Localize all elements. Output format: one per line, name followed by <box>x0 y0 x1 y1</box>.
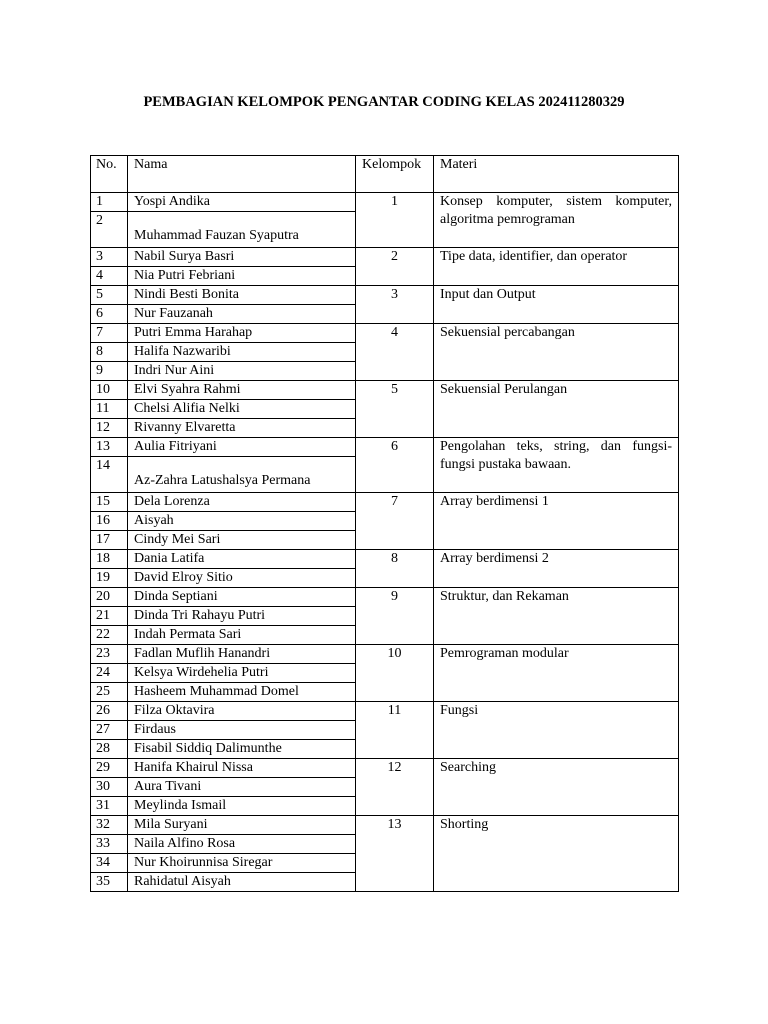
row-number: 7 <box>91 324 128 343</box>
row-number: 29 <box>91 759 128 778</box>
member-name: Meylinda Ismail <box>128 797 356 816</box>
table-row <box>91 193 679 212</box>
group-materi: Struktur, dan Rekaman <box>434 588 679 645</box>
row-number: 17 <box>91 531 128 550</box>
group-number: 4 <box>356 324 434 381</box>
member-name: Firdaus <box>128 721 356 740</box>
member-name: Cindy Mei Sari <box>128 531 356 550</box>
member-name: Halifa Nazwaribi <box>128 343 356 362</box>
member-name: Kelsya Wirdehelia Putri <box>128 664 356 683</box>
row-number: 18 <box>91 550 128 569</box>
member-name: Rahidatul Aisyah <box>128 873 356 892</box>
member-name: Nur Fauzanah <box>128 305 356 324</box>
member-name: Az-Zahra Latushalsya Permana <box>128 457 356 493</box>
row-number: 5 <box>91 286 128 305</box>
row-number: 33 <box>91 835 128 854</box>
row-number: 19 <box>91 569 128 588</box>
member-name: Yospi Andika <box>128 193 356 212</box>
group-number: 6 <box>356 438 434 493</box>
table-row <box>91 381 679 400</box>
group-number: 2 <box>356 248 434 286</box>
member-name: Nindi Besti Bonita <box>128 286 356 305</box>
row-number: 8 <box>91 343 128 362</box>
member-name: Aisyah <box>128 512 356 531</box>
row-number: 16 <box>91 512 128 531</box>
row-number: 34 <box>91 854 128 873</box>
group-materi: Fungsi <box>434 702 679 759</box>
group-number: 1 <box>356 193 434 248</box>
row-number: 12 <box>91 419 128 438</box>
member-name: Aura Tivani <box>128 778 356 797</box>
group-materi: Pemrograman modular <box>434 645 679 702</box>
row-number: 31 <box>91 797 128 816</box>
member-name: Indah Permata Sari <box>128 626 356 645</box>
member-name: Indri Nur Aini <box>128 362 356 381</box>
row-number: 3 <box>91 248 128 267</box>
group-materi: Shorting <box>434 816 679 892</box>
group-materi: Array berdimensi 2 <box>434 550 679 588</box>
member-name: Nia Putri Febriani <box>128 267 356 286</box>
group-number: 9 <box>356 588 434 645</box>
group-materi: Tipe data, identifier, dan operator <box>434 248 679 286</box>
member-name: Elvi Syahra Rahmi <box>128 381 356 400</box>
row-number: 28 <box>91 740 128 759</box>
row-number: 4 <box>91 267 128 286</box>
row-number: 22 <box>91 626 128 645</box>
table-row <box>91 816 679 835</box>
member-name: Filza Oktavira <box>128 702 356 721</box>
group-number: 8 <box>356 550 434 588</box>
row-number: 13 <box>91 438 128 457</box>
group-number: 13 <box>356 816 434 892</box>
row-number: 25 <box>91 683 128 702</box>
row-number: 9 <box>91 362 128 381</box>
row-number: 35 <box>91 873 128 892</box>
group-materi: Input dan Output <box>434 286 679 324</box>
row-number: 24 <box>91 664 128 683</box>
row-number: 1 <box>91 193 128 212</box>
row-number: 6 <box>91 305 128 324</box>
table-row <box>91 588 679 607</box>
member-name: Fisabil Siddiq Dalimunthe <box>128 740 356 759</box>
table-row <box>91 702 679 721</box>
row-number: 27 <box>91 721 128 740</box>
row-number: 10 <box>91 381 128 400</box>
member-name: Nabil Surya Basri <box>128 248 356 267</box>
member-name: Nur Khoirunnisa Siregar <box>128 854 356 873</box>
member-name: Hasheem Muhammad Domel <box>128 683 356 702</box>
member-name: Hanifa Khairul Nissa <box>128 759 356 778</box>
table-row <box>91 645 679 664</box>
header-kelompok: Kelompok <box>356 156 434 193</box>
member-name: Fadlan Muflih Hanandri <box>128 645 356 664</box>
member-name: Dinda Septiani <box>128 588 356 607</box>
header-nama: Nama <box>128 156 356 193</box>
table-row <box>91 550 679 569</box>
row-number: 11 <box>91 400 128 419</box>
member-name: Dania Latifa <box>128 550 356 569</box>
table-row <box>91 248 679 267</box>
group-table <box>90 155 679 892</box>
row-number: 14 <box>91 457 128 493</box>
table-body <box>91 193 679 892</box>
member-name: Dela Lorenza <box>128 493 356 512</box>
row-number: 21 <box>91 607 128 626</box>
group-number: 3 <box>356 286 434 324</box>
member-name: Muhammad Fauzan Syaputra <box>128 212 356 248</box>
member-name: Naila Alfino Rosa <box>128 835 356 854</box>
row-number: 32 <box>91 816 128 835</box>
group-materi: Array berdimensi 1 <box>434 493 679 550</box>
member-name: David Elroy Sitio <box>128 569 356 588</box>
page-title: PEMBAGIAN KELOMPOK PENGANTAR CODING KELAS 202411280329 <box>143 94 625 110</box>
member-name: Chelsi Alifia Nelki <box>128 400 356 419</box>
group-materi: Sekuensial percabangan <box>434 324 679 381</box>
header-no: No. <box>91 156 128 193</box>
group-materi: Konsep komputer, sistem komputer, algoritma pemrograman <box>434 193 679 248</box>
group-number: 10 <box>356 645 434 702</box>
table-row <box>91 324 679 343</box>
table-header-row <box>91 156 679 193</box>
group-number: 7 <box>356 493 434 550</box>
row-number: 30 <box>91 778 128 797</box>
table-row <box>91 493 679 512</box>
row-number: 23 <box>91 645 128 664</box>
member-name: Mila Suryani <box>128 816 356 835</box>
table-row <box>91 438 679 457</box>
row-number: 20 <box>91 588 128 607</box>
row-number: 2 <box>91 212 128 248</box>
group-number: 12 <box>356 759 434 816</box>
group-materi: Searching <box>434 759 679 816</box>
group-materi: Sekuensial Perulangan <box>434 381 679 438</box>
group-number: 11 <box>356 702 434 759</box>
group-materi: Pengolahan teks, string, dan fungsi-fungsi pustaka bawaan. <box>434 438 679 493</box>
header-materi: Materi <box>434 156 679 193</box>
table-row <box>91 759 679 778</box>
table-row <box>91 286 679 305</box>
member-name: Rivanny Elvaretta <box>128 419 356 438</box>
member-name: Aulia Fitriyani <box>128 438 356 457</box>
row-number: 15 <box>91 493 128 512</box>
group-number: 5 <box>356 381 434 438</box>
row-number: 26 <box>91 702 128 721</box>
member-name: Dinda Tri Rahayu Putri <box>128 607 356 626</box>
member-name: Putri Emma Harahap <box>128 324 356 343</box>
